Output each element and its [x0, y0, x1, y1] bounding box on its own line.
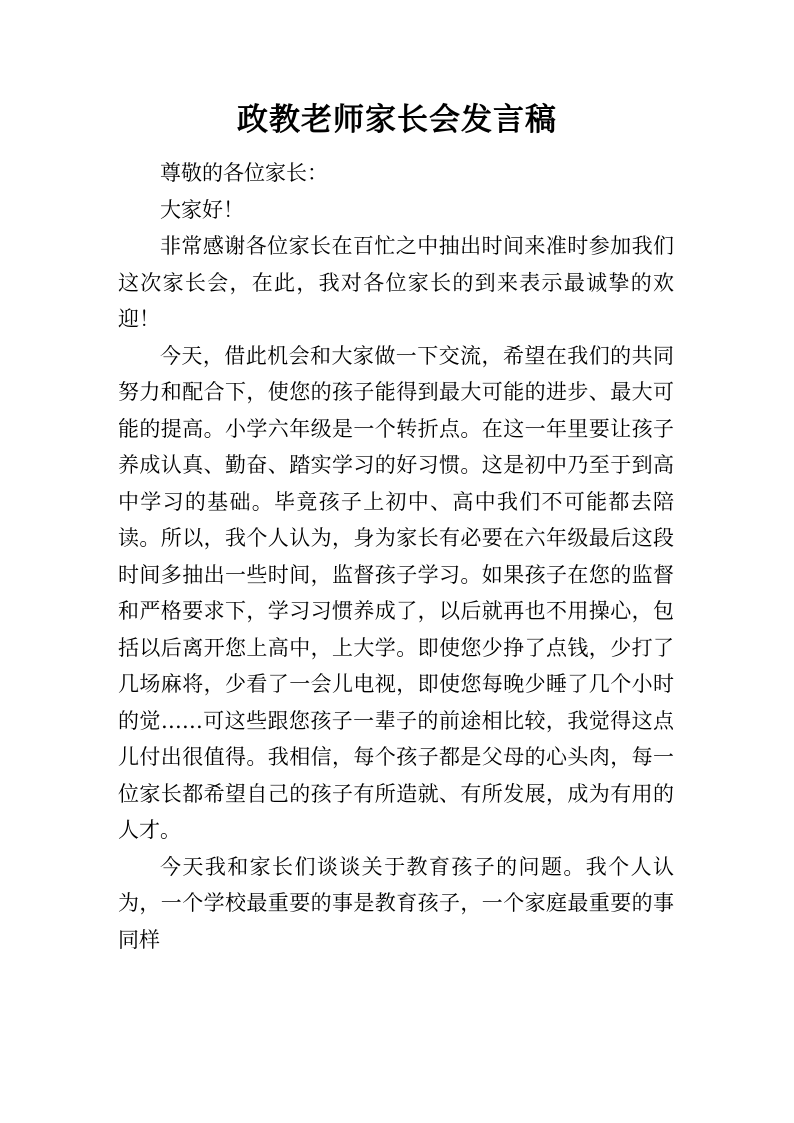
salutation: 尊敬的各位家长： — [160, 161, 328, 185]
paragraph-thanks: 非常感谢各位家长在百忙之中抽出时间来准时参加我们这次家长会，在此，我对各位家长的到来表示最诚挚的欢迎！ — [118, 234, 674, 331]
greeting: 大家好！ — [160, 197, 244, 222]
paragraph-education: 今天我和家长们谈谈关于教育孩子的问题。我个人认为，一个学校最重要的事是教育孩子，一个家庭最重要的事同样 — [118, 854, 674, 952]
paragraph-main: 今天，借此机会和大家做一下交流，希望在我们的共同努力和配合下，使您的孩子能得到最大可能的进步、最大可能的提高。小学六年级是一个转折点。在这一年里要让孩子养成认真、勤奋、踏实学习的好习惯。这是初中乃至于到高中学习的基础。毕竟孩子上初中、高中我们不可能都去陪读。所以，我个人认为，身为家长有必要在六年级最后这段时间多抽出一些时间，监督孩子学习。如果孩子在您的监督和严格要求下，学习习惯养成了，以后就再也不用操心，包括以后离开您上高中，上大学。即使您少挣了点钱，少打了几场麻将，少看了一会儿电视，即使您每晚少睡了几个小时的觉……可这些跟您孩子一辈子的前途相比较，我觉得这点儿付出很值得。我相信，每个孩子都是父母的心头肉，每一位家长都希望自己的孩子有所造就、有所发展，成为有用的人才。 — [118, 343, 674, 842]
document-body — [118, 155, 674, 958]
document-title: 政教老师家长会发言稿 — [237, 102, 557, 138]
